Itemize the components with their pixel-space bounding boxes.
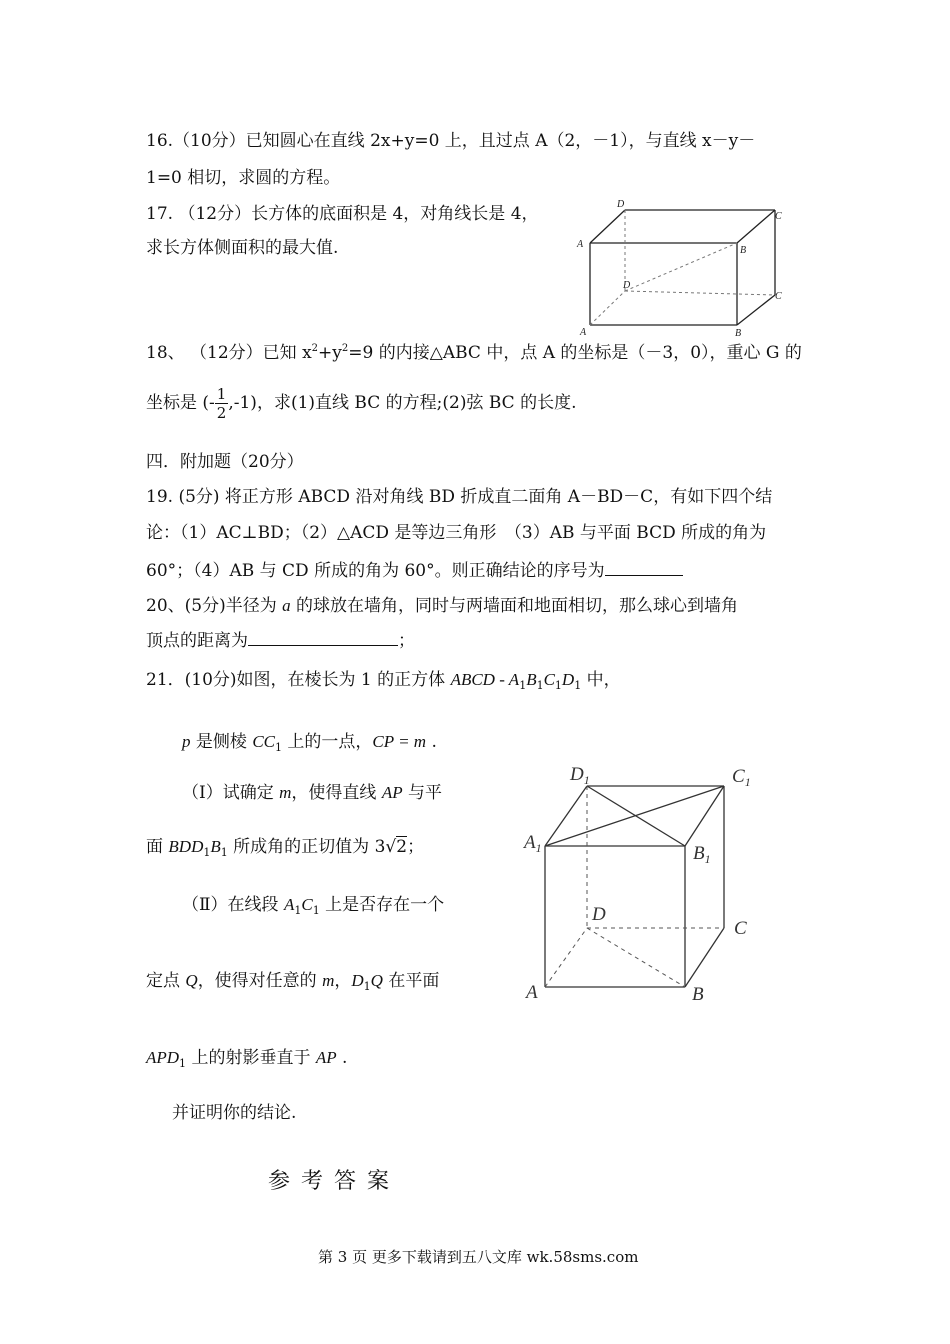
page-footer: 第 3 页 更多下载请到五八文库 wk.58sms.com — [318, 1248, 639, 1266]
q21-part2-line3: $APD_1$ 上的射影垂直于 AP . — [146, 1048, 348, 1070]
label-D1: $D_1$ — [570, 764, 590, 787]
label-C: C — [734, 918, 747, 939]
q18-line1: 18、 （12分）已知 $x^2+y^2=9$ 的内接△ABC 中，点 A 的坐标是（－3，0），重心 G 的 — [146, 343, 802, 363]
q21-part2-line2: 定点 Q，使得对任意的 m，$D_1Q$ 在平面 — [146, 971, 440, 993]
sqrt-symbol: √ — [385, 837, 397, 857]
q21-part1: （Ⅰ）试确定 m，使得直线 AP 与平 — [182, 783, 442, 803]
q20-line2: 顶点的距离为 ； — [146, 631, 415, 651]
q19-line1: 19. (5分) 将正方形 ABCD 沿对角线 BD 折成直二面角 A－BD－C，有如下四个结 — [146, 487, 773, 507]
answer-blank — [248, 631, 398, 646]
label-C: C — [775, 291, 782, 302]
q16-line2: 1=0 相切，求圆的方程。 — [146, 168, 341, 188]
q21-line1: 21．(10分)如图，在棱长为 1 的正方体 ABCD - $A_1B_1C_1D_1$ 中， — [146, 670, 621, 692]
label-B: B — [735, 328, 742, 339]
q16-line1: 16.（10分）已知圆心在直线 2x+y=0 上，且过点 A（2，－1），与直线 x－y－ — [146, 131, 756, 151]
answers-title: 参 考 答 案 — [268, 1169, 391, 1194]
q21-prove: 并证明你的结论. — [172, 1103, 297, 1123]
label-D: D — [623, 280, 631, 291]
cuboid-figure — [575, 195, 795, 340]
cube-figure — [502, 742, 776, 1014]
label-C1: $C_1$ — [732, 766, 751, 789]
answer-blank — [605, 561, 683, 576]
label-B1: B — [740, 245, 747, 256]
q20-line1: 20、(5分)半径为 a 的球放在墙角，同时与两墙面和地面相切，那么球心到墙角 — [146, 596, 739, 616]
q21-part1-line2: 面 $BDD_1B_1$ 所成角的正切值为 3√2； — [146, 837, 425, 859]
label-A: A — [526, 982, 538, 1003]
label-C1: C — [775, 211, 782, 222]
label-D1: D — [617, 199, 625, 210]
q18-line2: 坐标是 (- $\frac{1}{2}$ ,-1)，求(1)直线 BC 的方程;(2)弦 BC 的长度. — [146, 385, 577, 422]
section-title: 四．附加题（20分） — [146, 452, 304, 472]
q21-part2: （Ⅱ）在线段 $A_1C_1$ 上是否存在一个 — [182, 895, 445, 917]
q17-line2: 求长方体侧面积的最大值. — [146, 238, 339, 258]
label-B1: $B_1$ — [693, 843, 711, 866]
label-A: A — [580, 327, 587, 338]
label-A1: A — [577, 239, 584, 250]
q21-line2: p 是侧棱 $CC_1$ 上的一点，CP = m . — [182, 732, 437, 754]
q19-line3: 60°；（4）AB 与 CD 所成的角为 60°。则正确结论的序号为 — [146, 556, 683, 581]
q19-line2: 论：（1）AC⊥BD；（2）△ACD 是等边三角形 （3）AB 与平面 BCD 所成的角为 — [146, 523, 767, 543]
q17-line1: 17. （12分）长方体的底面积是 4，对角线长是 4， — [146, 204, 539, 224]
label-A1: $A_1$ — [524, 832, 542, 855]
fraction-half: $\frac{1}{2}$ — [216, 385, 227, 422]
label-D: D — [592, 904, 606, 925]
label-B: B — [692, 984, 704, 1005]
